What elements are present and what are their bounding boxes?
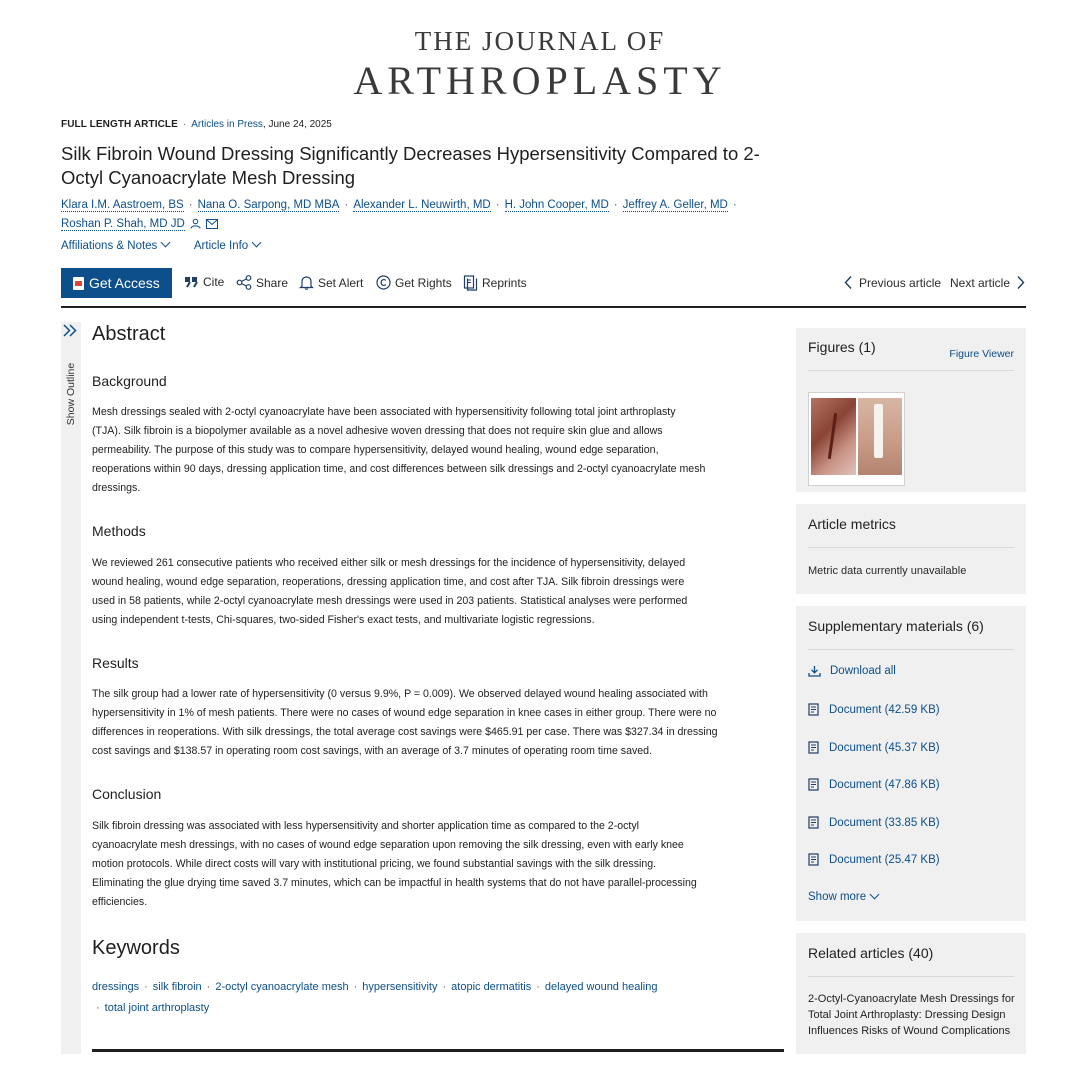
person-icon[interactable] (190, 218, 201, 229)
conclusion-heading: Conclusion (92, 786, 162, 802)
article-info-toggle[interactable] (194, 240, 260, 252)
background-line: reoperations within 90 days, dressing application time, and cost differences between silk dressings and 2-octyl cyanoacrylate mesh (92, 463, 706, 475)
bell-icon (299, 275, 314, 290)
figure-image-right (858, 398, 903, 475)
author-link[interactable]: Nana O. Sarpong, MD MBA (197, 199, 340, 211)
set-alert-button[interactable] (299, 275, 363, 290)
article-title: Silk Fibroin Wound Dressing Significantly Decreases Hypersensitivity Compared to 2-Octyl Cyanoacrylate Mesh Dressing (61, 143, 760, 188)
get-access-label: Get Access (89, 275, 160, 291)
document-link[interactable] (808, 741, 940, 754)
journal-title[interactable] (0, 26, 1080, 104)
article-toolbar (61, 268, 1026, 308)
conclusion-line: cyanoacrylate mesh dressings, with no cases of wound edge separation upon removing the silk dressing, even with early knee (92, 839, 684, 851)
conclusion-line: efficiencies. (92, 896, 148, 908)
keywords-heading: Keywords (92, 937, 180, 959)
document-label: Document (33.85 KB) (829, 816, 940, 829)
methods-line: We reviewed 261 consecutive patients who received either silk or mesh dressings for the incidence of hypersensitivity, delayed (92, 557, 686, 569)
show-more-label: Show more (808, 891, 867, 903)
conclusion-paragraph (92, 817, 784, 912)
articles-in-press-link[interactable]: Articles in Press (191, 119, 263, 130)
document-icon (808, 853, 820, 866)
methods-paragraph (92, 554, 784, 630)
document-icon (808, 778, 820, 791)
cite-label: Cite (203, 275, 225, 289)
email-icon[interactable] (206, 219, 218, 229)
next-article-label: Next article (950, 275, 1011, 290)
keyword-link[interactable]: silk fibroin (152, 981, 202, 993)
related-heading: Related articles (40) (808, 945, 934, 961)
show-more-link[interactable] (808, 891, 878, 903)
article-type: FULL LENGTH ARTICLE (61, 119, 178, 130)
keyword-list: dressings · silk fibroin · 2-octyl cyanoacrylate mesh · hypersensitivity · atopic dermatitis · delayed wound healing · total joint arthroplasty (92, 981, 658, 1014)
document-label: Document (47.86 KB) (829, 778, 940, 791)
keyword-link[interactable]: hypersensitivity (362, 981, 438, 993)
reprints-icon (463, 275, 478, 291)
show-outline-toggle[interactable] (64, 346, 78, 441)
author-link[interactable]: Alexander L. Neuwirth, MD (353, 199, 491, 211)
results-line: cost savings and $138.57 in operating room cost savings, with an average of 3.7 minutes of operating room time saved. (92, 745, 653, 757)
set-alert-label: Set Alert (318, 275, 364, 290)
outline-rail[interactable] (61, 322, 81, 1054)
author-link[interactable]: Jeffrey A. Geller, MD (622, 199, 728, 211)
affiliations-label: Affiliations & Notes (61, 240, 158, 252)
panel-divider (808, 649, 1014, 650)
results-line: differences in reoperations. With silk dressings, the total average cost savings were $465.91 per case. There was $327.34 in dressing (92, 726, 718, 738)
affiliations-toggle[interactable] (61, 240, 169, 252)
keyword-link[interactable]: delayed wound healing (544, 981, 658, 993)
article-date: , June 24, 2025 (262, 119, 332, 130)
supplementary-heading: Supplementary materials (6) (808, 618, 984, 634)
background-line: (TJA). Silk fibroin is a biopolymer available as a novel adhesive woven dressing that does not require skin glue and allows (92, 425, 663, 437)
methods-heading: Methods (92, 523, 146, 539)
document-label: Document (25.47 KB) (829, 853, 940, 866)
next-article-link[interactable] (950, 275, 1025, 290)
methods-line: wound healing, wound edge separation, reoperations, dressing application time, and cost after TJA. Silk fibroin dressings were (92, 576, 685, 588)
pdf-icon (73, 277, 84, 290)
related-panel (796, 933, 1026, 1054)
reprints-button[interactable] (463, 275, 527, 291)
conclusion-line: motion protocols. While direct costs will vary with institutional pricing, we found substantial savings with the silk dressing. (92, 858, 657, 870)
quote-icon (184, 276, 199, 288)
chevron-left-icon (844, 275, 853, 290)
figures-heading: Figures (1) (808, 339, 876, 355)
author-link[interactable]: Klara I.M. Aastroem, BS (61, 199, 184, 211)
document-label: Document (42.59 KB) (829, 703, 940, 716)
metrics-text: Metric data currently unavailable (808, 565, 967, 577)
background-line: permeability. The purpose of this study was to compare hypersensitivity, delayed wound healing, wound edge separation, (92, 444, 659, 456)
cite-button[interactable] (184, 275, 224, 289)
figure-thumbnail[interactable] (808, 392, 905, 486)
results-paragraph (92, 685, 784, 761)
panel-divider (808, 547, 1014, 548)
document-link[interactable] (808, 853, 940, 866)
copyright-icon (376, 275, 391, 290)
keyword-link[interactable]: dressings (92, 981, 140, 993)
document-icon (808, 703, 820, 716)
article-info-label: Article Info (193, 240, 249, 252)
chevron-down-icon (870, 889, 880, 899)
figure-viewer-link[interactable]: Figure Viewer (949, 348, 1014, 360)
document-icon (808, 816, 820, 829)
get-rights-button[interactable] (376, 275, 452, 290)
article-type-line: FULL LENGTH ARTICLE · Articles in Press, June 24, 2025 (61, 119, 332, 130)
figures-panel (796, 328, 1026, 492)
chevron-right-icon (1016, 275, 1025, 290)
download-all-label: Download all (830, 665, 896, 677)
panel-divider (808, 976, 1014, 977)
author-list: Klara I.M. Aastroem, BS · Nana O. Sarpong, MD MBA · Alexander L. Neuwirth, MD · H. John Cooper, MD · Jeffrey A. Geller, MD · Roshan P. Shah, MD JD (61, 199, 737, 230)
results-line: hypersensitivity in 1% of mesh patients. There were no cases of wound edge separation in knee cases in either group. There were no (92, 707, 717, 719)
get-access-button[interactable] (61, 268, 172, 298)
supplementary-panel (796, 606, 1026, 921)
keyword-link[interactable]: 2-octyl cyanoacrylate mesh (215, 981, 349, 993)
reprints-label: Reprints (482, 276, 527, 290)
document-link[interactable] (808, 778, 940, 791)
methods-line: using independent t-tests, Chi-squares, two-sided Fisher's exact tests, and multivariate logistic regressions. (92, 614, 595, 626)
get-rights-label: Get Rights (395, 275, 452, 290)
article-info-links (61, 240, 282, 252)
keyword-link[interactable]: total joint arthroplasty (104, 1002, 210, 1014)
download-icon (808, 665, 821, 677)
abstract-heading: Abstract (92, 323, 166, 345)
conclusion-line: Silk fibroin dressing was associated with less hypersensitivity and shorter application time as compared to the 2-octyl (92, 820, 640, 832)
conclusion-line: Eliminating the glue drying time saved 3.7 minutes, which can be impactful in health systems that do not have parallel-processing (92, 877, 697, 889)
previous-article-label: Previous article (859, 275, 942, 290)
metrics-panel (796, 504, 1026, 594)
background-line: dressings. (92, 482, 141, 494)
download-all-link[interactable] (808, 665, 896, 677)
document-label: Document (45.37 KB) (829, 741, 940, 754)
show-outline-label: Show Outline (65, 362, 77, 425)
author-link[interactable]: Roshan P. Shah, MD JD (61, 218, 185, 230)
share-button[interactable] (236, 275, 288, 290)
background-line: Mesh dressings sealed with 2-octyl cyanoacrylate have been associated with hypersensitivity following total joint arthroplasty (92, 406, 676, 418)
panel-divider (808, 370, 1014, 371)
share-label: Share (256, 275, 289, 290)
double-chevron-right-icon[interactable] (61, 322, 81, 340)
related-article-link[interactable]: 2-Octyl-Cyanoacrylate Mesh Dressings for Total Joint Arthroplasty: Dressing Design Influences Risks of Wound Complications (808, 993, 1015, 1037)
section-divider (92, 1049, 784, 1052)
document-link[interactable] (808, 703, 940, 716)
chevron-down-icon (161, 238, 171, 248)
results-heading: Results (92, 655, 139, 671)
methods-line: used in 58 patients, while 2-octyl cyanoacrylate mesh dressings were used in 203 patients. Statistical analyses were performed (92, 595, 688, 607)
share-icon (236, 275, 252, 290)
background-heading: Background (92, 373, 167, 389)
figure-image-left (811, 398, 856, 475)
metrics-heading: Article metrics (808, 516, 896, 532)
author-link[interactable]: H. John Cooper, MD (504, 199, 609, 211)
chevron-down-icon (252, 238, 262, 248)
background-paragraph (92, 403, 784, 498)
previous-article-link[interactable] (844, 275, 941, 290)
keyword-link[interactable]: atopic dermatitis (451, 981, 532, 993)
journal-title-line1: THE JOURNAL OF (414, 26, 666, 56)
results-line: The silk group had a lower rate of hypersensitivity (0 versus 9.9%, P = 0.009). We observed delayed wound healing associated with (92, 688, 708, 700)
document-link[interactable] (808, 816, 940, 829)
journal-title-line2: ARTHROPLASTY (353, 58, 727, 103)
document-icon (808, 741, 820, 754)
